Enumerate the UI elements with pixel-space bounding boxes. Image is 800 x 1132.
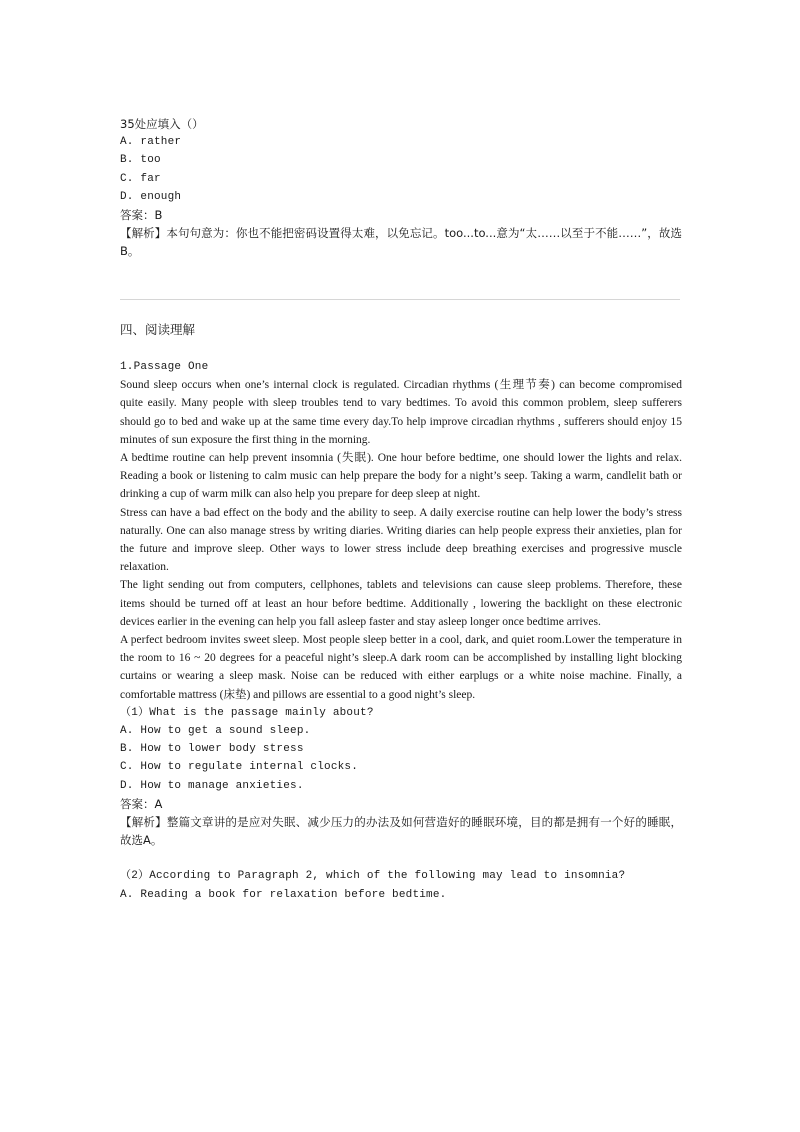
passage-one bbox=[120, 358, 682, 904]
spacer bbox=[120, 849, 682, 867]
section-title: 四、阅读理解 bbox=[120, 322, 196, 337]
section-divider bbox=[120, 299, 680, 300]
passage-paragraph-3: Stress can have a bad effect on the body and the ability to seep. A daily exercise routine can help lower the body’s stress naturally. One can also manage stress by writing diaries. Writing diaries can help people express their anxieties, plan for the future and improve sleep. Other ways to lower stress include deep breathing exercises and progressive muscle relaxation. bbox=[120, 506, 682, 574]
q1-option-b: B. How to lower body stress bbox=[120, 743, 304, 756]
q1-option-c: C. How to regulate internal clocks. bbox=[120, 761, 359, 774]
question-35-stem: 35处应填入（） bbox=[120, 117, 204, 131]
q35-option-a: A. rather bbox=[120, 136, 182, 149]
q35-option-d: D. enough bbox=[120, 190, 182, 203]
question-35-block bbox=[120, 115, 682, 261]
q2-option-a: A. Reading a book for relaxation before bedtime. bbox=[120, 888, 447, 901]
q35-option-c: C. far bbox=[120, 172, 161, 185]
q35-answer: 答案：B bbox=[120, 208, 163, 223]
question-2-stem: （2）According to Paragraph 2, which of the following may lead to insomnia? bbox=[120, 870, 626, 883]
passage-paragraph-2: A bedtime routine can help prevent insomnia (失眠). One hour before bedtime, one should lower the lights and relax. Reading a book or listening to calm music can help prepare the body for a night’s seep. Taking a warm, candlelit bath or drinking a cup of warm milk can also help you prepare for deep sleep at night. bbox=[120, 452, 682, 501]
q1-analysis: 【解析】整篇文章讲的是应对失眠、减少压力的办法及如何营造好的睡眠环境，目的都是拥有一个好的睡眠，故选A。 bbox=[120, 815, 682, 848]
q1-option-d: D. How to manage anxieties. bbox=[120, 779, 304, 792]
passage-paragraph-4: The light sending out from computers, cellphones, tablets and televisions can cause sleep problems. Therefore, these items should be turned off at least an hour before bedtime. Additionally , lowering the backlight on these electronic devices earlier in the evening can help you fall asleep faster and stay asleep longer once bedtime arrives. bbox=[120, 579, 682, 628]
passage-title: 1.Passage One bbox=[120, 361, 209, 373]
q35-option-b: B. too bbox=[120, 154, 161, 167]
question-1-stem: （1）What is the passage mainly about? bbox=[120, 706, 374, 719]
passage-paragraph-1: Sound sleep occurs when one’s internal clock is regulated. Circadian rhythms (生理节奏) can become compromised quite easily. Many people with sleep troubles tend to vary bedtimes. To avoid this common problem, sleep sufferers should go to bed and wake up at the same time every day.To help improve circadian rhythms , sufferers should enjoy 15 minutes of sun exposure the first thing in the morning. bbox=[120, 379, 682, 446]
q1-answer: 答案：A bbox=[120, 796, 163, 811]
passage-paragraph-5: A perfect bedroom invites sweet sleep. Most people sleep better in a cool, dark, and quiet room.Lower the temperature in the room to 16 ~ 20 degrees for a peaceful night’s sleep.A dark room can be accomplished by installing light blocking curtains or wearing a sleep mask. Noise can be reduced with either earplugs or a white noise machine. Finally, a comfortable mattress (床垫) and pillows are essential to a good night’s sleep. bbox=[120, 634, 682, 701]
q1-option-a: A. How to get a sound sleep. bbox=[120, 725, 311, 738]
q35-analysis: 【解析】本句句意为：你也不能把密码设置得太难，以免忘记。too...to...意为“太……以至于不能……”，故选B。 bbox=[120, 226, 682, 259]
